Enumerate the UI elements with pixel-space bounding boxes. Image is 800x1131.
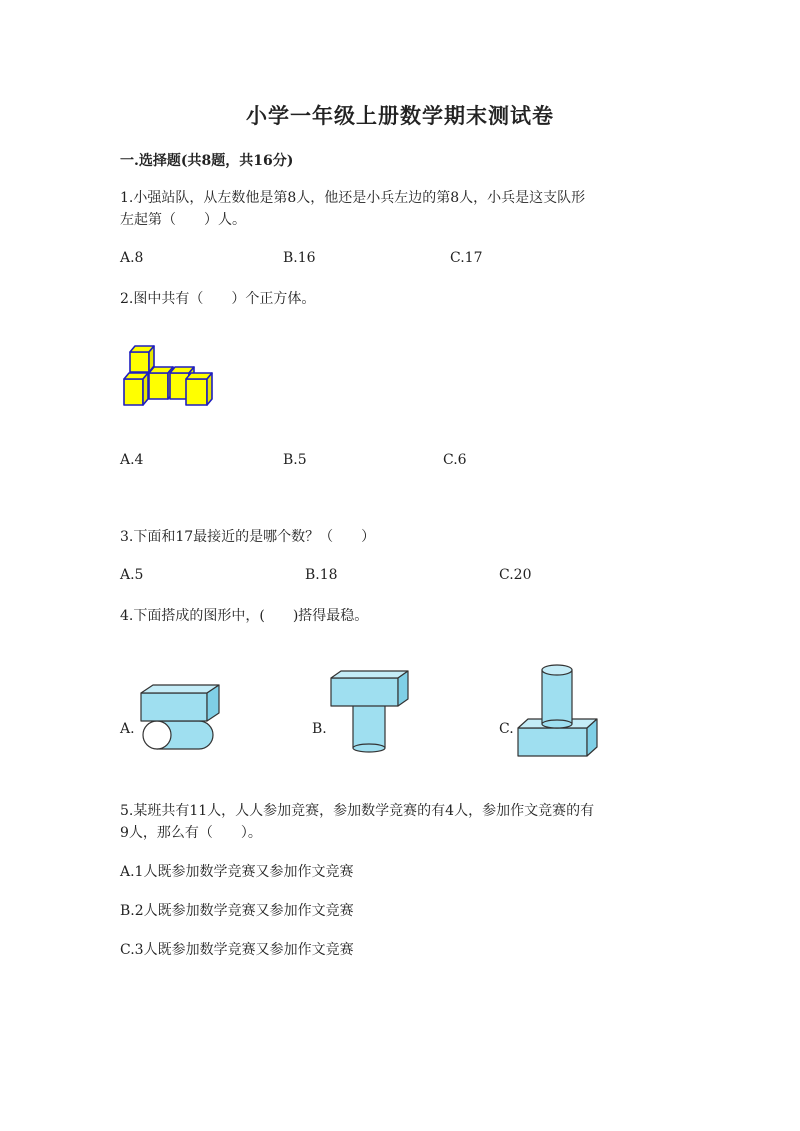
q4-label-a: A. <box>120 721 135 737</box>
q1-option-a: A.8 <box>120 250 144 266</box>
q1-option-c: C.17 <box>450 250 483 266</box>
q1-option-b: B.16 <box>283 250 316 266</box>
figure-b-box-on-cylinder <box>328 668 412 756</box>
q4-label-b: B. <box>312 721 327 737</box>
cube-bottom-4 <box>186 373 212 405</box>
q4-label-c: C. <box>499 721 514 737</box>
q2-option-c: C.6 <box>443 452 467 468</box>
q2-option-b: B.5 <box>283 452 307 468</box>
cube-bottom-1 <box>124 373 148 405</box>
section-heading: 一.选择题(共8题，共16分) <box>120 153 294 169</box>
q2-option-a: A.4 <box>120 452 144 468</box>
question-3: 3.下面和17最接近的是哪个数？（ ） <box>120 529 376 545</box>
q3-option-a: A.5 <box>120 567 144 583</box>
question-5 <box>120 800 690 844</box>
question-5-line-2: 9人，那么有（ ）。 <box>120 825 262 841</box>
cube-top <box>130 346 154 372</box>
figure-a-box-on-cylinder <box>137 681 227 755</box>
figure-c-cylinder-on-box <box>515 660 605 760</box>
question-2: 2.图中共有（ ）个正方体。 <box>120 291 316 307</box>
q3-option-c: C.20 <box>499 567 532 583</box>
question-1-line-2: 左起第（ ）人。 <box>120 212 246 228</box>
page-title: 小学一年级上册数学期末测试卷 <box>246 103 554 128</box>
q5-option-b: B.2人既参加数学竞赛又参加作文竞赛 <box>120 903 354 919</box>
q5-option-c: C.3人既参加数学竞赛又参加作文竞赛 <box>120 942 354 958</box>
cube-stack <box>124 346 212 405</box>
question-4: 4.下面搭成的图形中，( )搭得最稳。 <box>120 608 369 624</box>
q5-option-a: A.1人既参加数学竞赛又参加作文竞赛 <box>120 864 354 880</box>
question-1-line-1: 1.小强站队，从左数他是第8人，他还是小兵左边的第8人，小兵是这支队形 <box>120 190 586 206</box>
cubes-figure <box>118 343 222 409</box>
question-1 <box>120 187 690 231</box>
q3-option-b: B.18 <box>305 567 338 583</box>
question-5-line-1: 5.某班共有11人，人人参加竞赛，参加数学竞赛的有4人，参加作文竞赛的有 <box>120 803 595 819</box>
